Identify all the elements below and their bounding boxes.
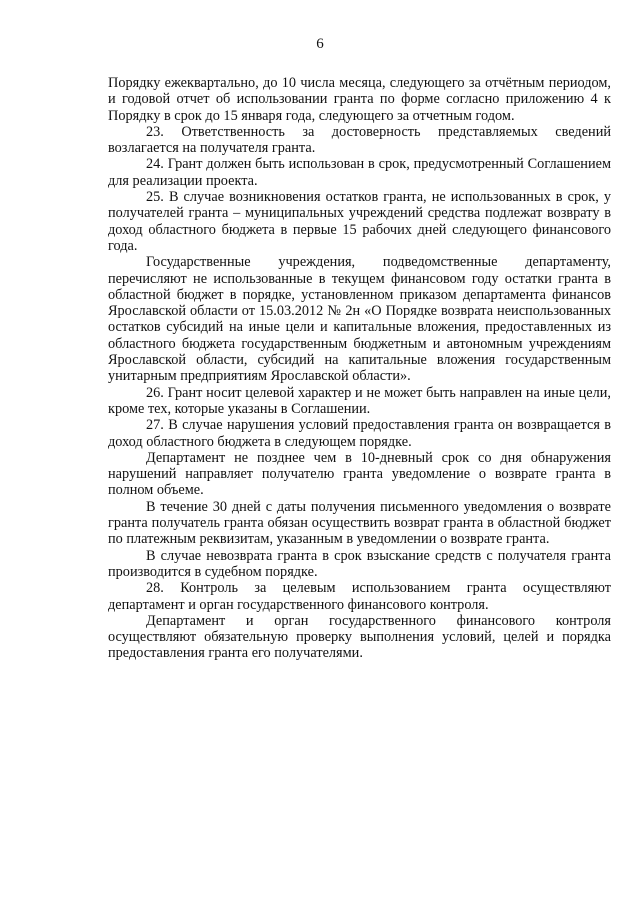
paragraph-court-recovery: В случае невозврата гранта в срок взыскание средств с получателя гранта производится в судебном порядке. bbox=[108, 547, 611, 580]
paragraph-item-28: 28. Контроль за целевым использованием гранта осуществляют департамент и орган государственного финансового контроля. bbox=[108, 580, 611, 613]
paragraph-department-notice: Департамент не позднее чем в 10-дневный срок со дня обнаружения нарушений направляет получателю гранта уведомление о возврате гранта в полном объеме. bbox=[108, 449, 611, 499]
page-number: 6 bbox=[316, 36, 324, 52]
paragraph-item-25: 25. В случае возникновения остатков гранта, не использованных в срок, у получателей гранта – муниципальных учреждений средства подлежат возврату в доход областного бюджета в первые 15 рабочих дней следующего финансового года. bbox=[108, 189, 611, 254]
paragraph-continuation: Порядку ежеквартально, до 10 числа месяца, следующего за отчётным периодом, и годовой отчет об использовании гранта по форме согласно приложению 4 к Порядку в срок до 15 января года, следующего за отчетным годом. bbox=[108, 75, 611, 124]
paragraph-item-27: 27. В случае нарушения условий предоставления гранта он возвращается в доход областного бюджета в следующем порядке. bbox=[108, 417, 611, 450]
paragraph-return-term: В течение 30 дней с даты получения письменного уведомления о возврате гранта получатель гранта обязан осуществить возврат гранта в областной бюджет по платежным реквизитам, указанным в уведомлении о возврате гранта. bbox=[108, 498, 611, 548]
document-body bbox=[108, 75, 611, 662]
paragraph-state-institutions: Государственные учреждения, подведомственные департаменту, перечисляют не использованные в текущем финансовом году остатки гранта в областной бюджет в порядке, установленном приказом департамента финансов Ярославской области от 15.03.2012 № 2н «О Порядке возврата неиспользованных остатков субсидий на иные цели и капитальные вложения, предоставленных из областного бюджета государственным бюджетным и автономным учреждениям Ярославской области, субсидий на капитальные вложения государственным унитарным предприятиям Ярославской области». bbox=[108, 254, 611, 385]
paragraph-item-23: 23. Ответственность за достоверность представляемых сведений возлагается на получателя гранта. bbox=[108, 123, 611, 157]
paragraph-item-26: 26. Грант носит целевой характер и не может быть направлен на иные цели, кроме тех, которые указаны в Соглашении. bbox=[108, 384, 611, 417]
paragraph-item-24: 24. Грант должен быть использован в срок, предусмотренный Соглашением для реализации проекта. bbox=[108, 156, 611, 189]
paragraph-control-check: Департамент и орган государственного финансового контроля осуществляют обязательную проверку выполнения условий, целей и порядка предоставления гранта его получателями. bbox=[108, 612, 611, 662]
